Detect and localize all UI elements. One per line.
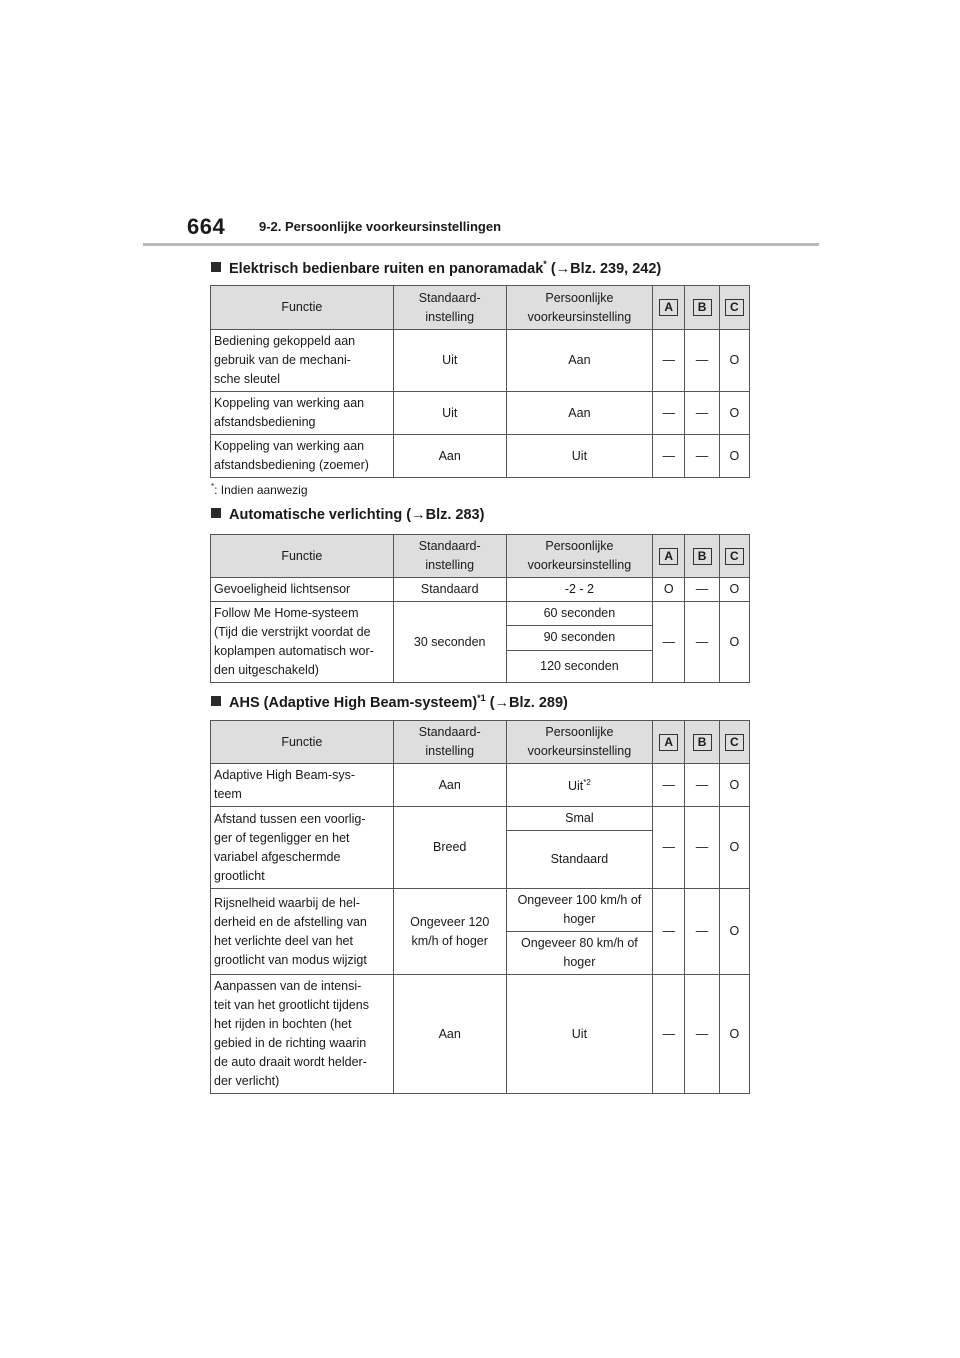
personal-cell: Uit <box>506 435 652 478</box>
header-personal: Persoonlijke voorkeursinstelling <box>506 721 652 764</box>
section-title: AHS (Adaptive High Beam-systeem) <box>229 694 478 711</box>
table-row <box>211 975 750 1094</box>
letter-c-icon: C <box>725 548 744 565</box>
page-reference: (→Blz. 283) <box>402 507 485 523</box>
letter-b-icon: B <box>693 299 712 316</box>
header-function: Functie <box>211 535 394 578</box>
default-cell: 30 seconden <box>393 602 506 683</box>
a-cell: — <box>653 807 685 889</box>
function-cell: Koppeling van werking aan afstandsbediening (zoemer) <box>211 435 394 478</box>
default-cell: Uit <box>393 330 506 392</box>
personal-cell: Smal <box>506 807 652 831</box>
b-cell: — <box>685 392 719 435</box>
b-cell: — <box>685 602 719 683</box>
letter-b-icon: B <box>693 548 712 565</box>
table-row <box>211 807 750 831</box>
c-cell: O <box>719 330 749 392</box>
a-cell: — <box>653 975 685 1094</box>
personal-cell: Standaard <box>506 831 652 889</box>
c-cell: O <box>719 975 749 1094</box>
personal-cell: Aan <box>506 330 652 392</box>
footnote-marker: * <box>543 259 547 269</box>
header-b <box>685 286 719 330</box>
b-cell: — <box>685 330 719 392</box>
table-header-row <box>211 721 750 764</box>
header-a <box>653 721 685 764</box>
table-row <box>211 764 750 807</box>
header-default: Standaard- instelling <box>393 535 506 578</box>
section-heading-lighting <box>211 507 484 523</box>
footnote <box>211 482 308 497</box>
section-heading-windows <box>211 259 661 277</box>
default-cell: Standaard <box>393 578 506 602</box>
default-cell: Aan <box>393 975 506 1094</box>
a-cell: — <box>653 435 685 478</box>
c-cell: O <box>719 764 749 807</box>
header-b <box>685 721 719 764</box>
a-cell: — <box>653 330 685 392</box>
a-cell: — <box>653 602 685 683</box>
b-cell: — <box>685 435 719 478</box>
table-row <box>211 330 750 392</box>
header-divider <box>143 243 819 246</box>
personal-cell: Ongeveer 100 km/h of hoger <box>506 889 652 932</box>
letter-a-icon: A <box>659 548 678 565</box>
header-default: Standaard- instelling <box>393 721 506 764</box>
header-c <box>719 535 749 578</box>
function-cell: Aanpassen van de intensi- teit van het grootlicht tijdens het rijden in bochten (het gebied in de richting waarin de auto draait wordt helder- der verlicht) <box>211 975 394 1094</box>
header-personal: Persoonlijke voorkeursinstelling <box>506 535 652 578</box>
letter-a-icon: A <box>659 734 678 751</box>
default-cell: Aan <box>393 764 506 807</box>
function-cell: Afstand tussen een voorlig- ger of tegenligger en het variabel afgeschermde grootlicht <box>211 807 394 889</box>
letter-c-icon: C <box>725 299 744 316</box>
function-cell: Follow Me Home-systeem (Tijd die verstrijkt voordat de koplampen automatisch wor- den uitgeschakeld) <box>211 602 394 683</box>
function-cell: Rijsnelheid waarbij de hel- derheid en de afstelling van het verlichte deel van het grootlicht van modus wijzigt <box>211 889 394 975</box>
header-a <box>653 535 685 578</box>
footnote-text: : Indien aanwezig <box>214 483 308 497</box>
table-header-row <box>211 535 750 578</box>
table-row <box>211 435 750 478</box>
c-cell: O <box>719 889 749 975</box>
letter-b-icon: B <box>693 734 712 751</box>
table-row <box>211 578 750 602</box>
c-cell: O <box>719 435 749 478</box>
function-cell: Bediening gekoppeld aan gebruik van de mechani- sche sleutel <box>211 330 394 392</box>
header-personal: Persoonlijke voorkeursinstelling <box>506 286 652 330</box>
c-cell: O <box>719 602 749 683</box>
header-a <box>653 286 685 330</box>
b-cell: — <box>685 975 719 1094</box>
table-row <box>211 889 750 932</box>
ahs-settings-table <box>210 720 750 1094</box>
personal-cell: 120 seconden <box>506 650 652 682</box>
default-cell: Aan <box>393 435 506 478</box>
table-row <box>211 602 750 626</box>
letter-c-icon: C <box>725 734 744 751</box>
b-cell: — <box>685 807 719 889</box>
square-bullet-icon <box>211 508 221 518</box>
c-cell: O <box>719 807 749 889</box>
c-cell: O <box>719 578 749 602</box>
a-cell: — <box>653 764 685 807</box>
page-reference: (→Blz. 289) <box>485 694 568 711</box>
default-cell: Breed <box>393 807 506 889</box>
a-cell: — <box>653 889 685 975</box>
section-title: Elektrisch bedienbare ruiten en panoramadak <box>229 260 544 277</box>
header-default: Standaard- instelling <box>393 286 506 330</box>
a-cell: — <box>653 392 685 435</box>
b-cell: — <box>685 764 719 807</box>
section-title: Automatische verlichting <box>229 507 403 523</box>
function-cell: Gevoeligheid lichtsensor <box>211 578 394 602</box>
personal-cell: Uit$^{*2}$ <box>506 764 652 807</box>
table-row <box>211 392 750 435</box>
header-function: Functie <box>211 286 394 330</box>
header-function: Functie <box>211 721 394 764</box>
function-cell: Koppeling van werking aan afstandsbediening <box>211 392 394 435</box>
personal-cell: Uit <box>506 975 652 1094</box>
letter-a-icon: A <box>659 299 678 316</box>
default-cell: Ongeveer 120 km/h of hoger <box>393 889 506 975</box>
personal-cell: Aan <box>506 392 652 435</box>
personal-cell: 60 seconden <box>506 602 652 626</box>
c-cell: O <box>719 392 749 435</box>
windows-settings-table <box>210 285 750 478</box>
personal-cell: -2 - 2 <box>506 578 652 602</box>
a-cell: O <box>653 578 685 602</box>
page-number: 664 <box>187 214 226 239</box>
function-cell: Adaptive High Beam-sys- teem <box>211 764 394 807</box>
header-c <box>719 286 749 330</box>
square-bullet-icon <box>211 262 221 272</box>
b-cell: — <box>685 889 719 975</box>
table-header-row <box>211 286 750 330</box>
header-b <box>685 535 719 578</box>
chapter-title: 9-2. Persoonlijke voorkeursinstellingen <box>259 219 502 234</box>
b-cell: — <box>685 578 719 602</box>
footnote-marker: *1 <box>477 693 486 703</box>
lighting-settings-table <box>210 534 750 683</box>
default-cell: Uit <box>393 392 506 435</box>
personal-cell: Ongeveer 80 km/h of hoger <box>506 932 652 975</box>
section-heading-ahs <box>211 693 568 711</box>
footnote-marker: * <box>211 482 215 491</box>
page-reference: (→Blz. 239, 242) <box>546 260 662 277</box>
personal-cell: 90 seconden <box>506 626 652 650</box>
header-c <box>719 721 749 764</box>
square-bullet-icon <box>211 696 221 706</box>
